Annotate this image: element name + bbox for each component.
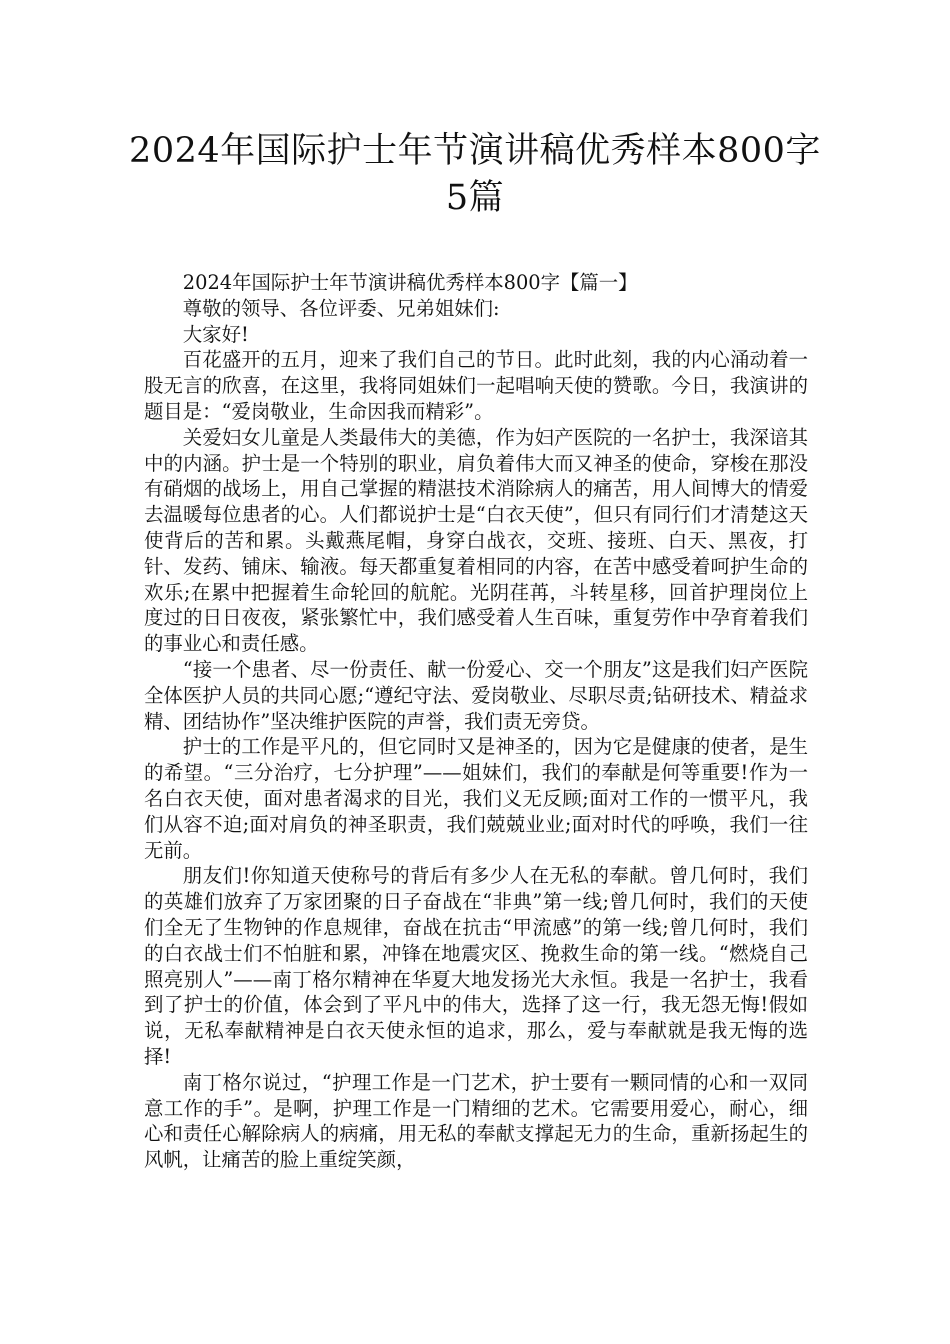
- body-paragraph: 护士的工作是平凡的，但它同时又是神圣的，因为它是健康的使者，是生的希望。“三分治疗，七分护理”——姐妹们，我们的奉献是何等重要!作为一名白衣天使，面对患者渴求的目光，我们义无反顾;面对工作的一惯平凡，我们从容不迫;面对肩负的神圣职责，我们兢兢业业;面对时代的呼唤，我们一往无前。: [144, 735, 808, 862]
- greeting: 大家好!: [182, 322, 249, 346]
- body-paragraph: “接一个患者、尽一份责任、献一份爱心、交一个朋友”这是我们妇产医院全体医护人员的共同心愿;“遵纪守法、爱岗敬业、尽职尽责;钻研技术、精益求精、团结协作”坚决维护医院的声誉，我们责无旁贷。: [144, 657, 808, 733]
- body-paragraph: 百花盛开的五月，迎来了我们自己的节日。此时此刻，我的内心涌动着一股无言的欣喜，在这里，我将同姐妹们一起唱响天使的赞歌。今日，我演讲的题目是：“爱岗敬业，生命因我而精彩”。: [144, 348, 808, 423]
- body-paragraph: 关爱妇女儿童是人类最伟大的美德，作为妇产医院的一名护士，我深谙其中的内涵。护士是一个特别的职业，肩负着伟大而又神圣的使命，穿梭在那没有硝烟的战场上，用自己掌握的精湛技术消除病人的痛苦，用人间博大的情爱去温暖每位患者的心。人们都说护士是“白衣天使”，但只有同行们才清楚这天使背后的苦和累。头戴燕尾帽，身穿白战衣，交班、接班、白天、黑夜，打针、发药、铺床、输液。每天都重复着相同的内容，在苦中感受着呵护生命的欢乐;在累中把握着生命轮回的航舵。光阴荏苒，斗转星移，回首护理岗位上度过的日日夜夜，紧张繁忙中，我们感受着人生百味，重复劳作中孕育着我们的事业心和责任感。: [144, 425, 808, 656]
- body-paragraph: 朋友们!你知道天使称号的背后有多少人在无私的奉献。曾几何时，我们的英雄们放弃了万家团聚的日子奋战在“非典”第一线;曾几何时，我们的天使们全无了生物钟的作息规律，奋战在抗击“甲流感”的第一线;曾几何时，我们的白衣战士们不怕脏和累，冲锋在地震灾区、挽救生命的第一线。“燃烧自己照亮别人”——南丁格尔精神在华夏大地发扬光大永恒。我是一名护士，我看到了护士的价值，体会到了平凡中的伟大，选择了这一行，我无怨无悔!假如说，无私奉献精神是白衣天使永恒的追求，那么，爱与奉献就是我无悔的选择!: [144, 864, 808, 1068]
- body-paragraph: 南丁格尔说过，“护理工作是一门艺术，护士要有一颗同情的心和一双同意工作的手”。是啊，护理工作是一门精细的艺术。它需要用爱心，耐心，细心和责任心解除病人的病痛，用无私的奉献支撑起无力的生命，重新扬起生的风帆，让痛苦的脸上重绽笑颜，: [144, 1070, 808, 1172]
- document-body: [144, 270, 808, 1173]
- section-heading: 2024年国际护士年节演讲稿优秀样本800字【篇一】: [182, 271, 638, 294]
- salutation: 尊敬的领导、各位评委、兄弟姐妹们:: [182, 296, 500, 320]
- document-title: 2024年国际护士年节演讲稿优秀样本800字5篇: [129, 131, 821, 218]
